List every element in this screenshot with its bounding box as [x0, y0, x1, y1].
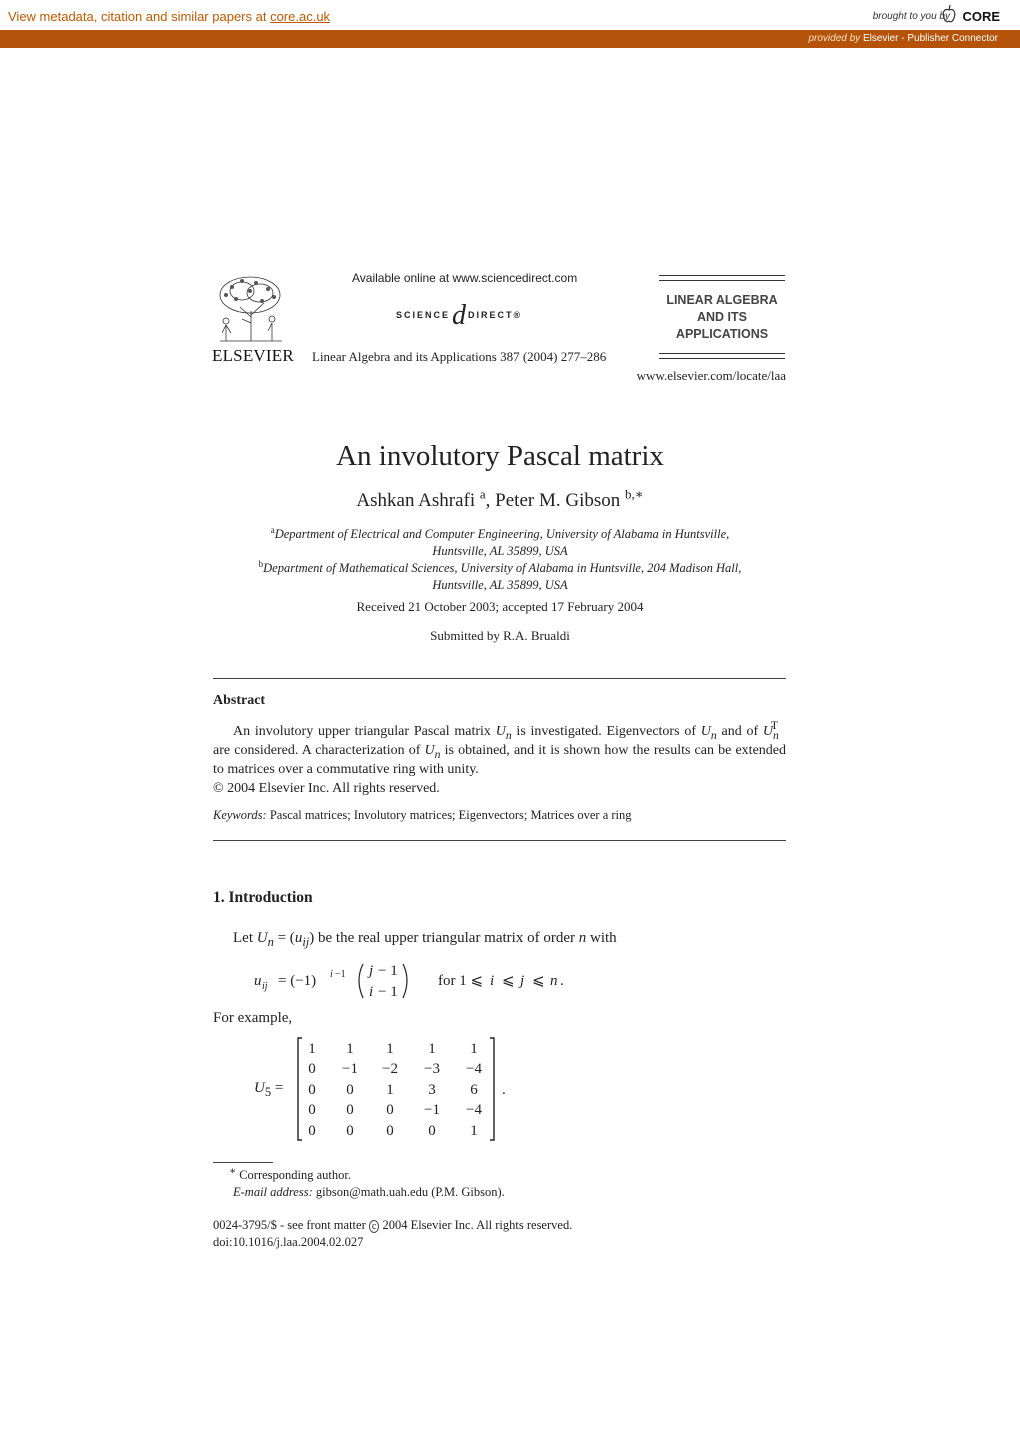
svg-text:j: j: [369, 963, 374, 979]
affil-a-mark: a: [270, 524, 275, 535]
matrix-cell: 0: [346, 1123, 354, 1139]
svg-text:− 1: − 1: [378, 984, 398, 1000]
brought-text: brought to you by: [872, 11, 950, 22]
abstract-rule-bottom: [213, 840, 786, 841]
matrix-cell: −3: [424, 1061, 440, 1077]
matrix-cell: 0: [308, 1082, 316, 1098]
svg-text:− 1: − 1: [378, 963, 398, 979]
abstract-rule-top: [213, 678, 786, 679]
received-date: Received 21 October 2003; accepted 17 February 2004: [356, 599, 644, 614]
matrix-cell: 0: [308, 1102, 316, 1118]
bottom-copyright: 2004 Elsevier Inc. All rights reserved.: [382, 1218, 573, 1232]
affiliation-a-line1: [0, 524, 1000, 542]
provided-notice: [808, 33, 998, 44]
author-1: Ashkan Ashrafi: [356, 490, 476, 511]
laa-rule-top-1: [659, 275, 785, 276]
sd-right: DIRECT®: [468, 310, 523, 320]
affil-b-mark: b: [258, 558, 264, 569]
core-banner: [0, 0, 1020, 30]
svg-text:n: n: [550, 973, 558, 989]
author-2-mark: b,∗: [625, 486, 644, 502]
svg-text:i: i: [369, 984, 374, 1000]
laa-rule-bottom-1: [659, 353, 785, 354]
footnote-corresponding: ∗ Corresponding author.: [229, 1165, 351, 1182]
journal-url[interactable]: www.elsevier.com/locate/laa: [636, 368, 786, 383]
matrix-u5: [296, 1036, 516, 1144]
matrix-label: $U_5$ =: [254, 1080, 284, 1099]
matrix-cell: 1: [470, 1041, 478, 1057]
matrix-cell: 0: [386, 1102, 394, 1118]
journal-name-line2: AND ITS: [697, 310, 747, 324]
matrix-cell: −4: [466, 1061, 482, 1077]
elsevier-tree-logo: [212, 273, 290, 343]
sd-left: SCIENCE: [396, 310, 451, 320]
matrix-cell: 0: [346, 1082, 354, 1098]
affiliation-b-line2: Huntsville, AL 35899, USA: [432, 578, 568, 592]
matrix-cell: −4: [466, 1102, 482, 1118]
footnote-email: [233, 1185, 505, 1200]
affiliation-a-line2: Huntsville, AL 35899, USA: [432, 544, 568, 558]
svg-text:for 1 ⩽: for 1 ⩽: [438, 973, 484, 989]
doi-line[interactable]: doi:10.1016/j.laa.2004.02.027: [213, 1235, 364, 1249]
matrix-cell: 0: [386, 1123, 394, 1139]
abstract-heading: Abstract: [213, 693, 266, 708]
svg-text:⩽: ⩽: [502, 973, 515, 989]
affil-b-text: Department of Mathematical Sciences, University of Alabama in Huntsville, 204 Madison Hall,: [263, 561, 742, 575]
matrix-cell: 0: [428, 1123, 436, 1139]
svg-text:= (−1): = (−1): [278, 973, 317, 989]
matrix-cell: 6: [470, 1082, 478, 1098]
core-link[interactable]: core.ac.uk: [270, 9, 331, 24]
svg-text:−1: −1: [335, 969, 346, 980]
journal-name-line3: APPLICATIONS: [675, 327, 769, 341]
affiliation-b-line1: [0, 558, 1000, 576]
matrix-cell: 1: [308, 1041, 316, 1057]
section-heading: 1. Introduction: [213, 889, 313, 906]
svg-text:i: i: [490, 973, 495, 989]
abstract-text: An involutory upper triangular Pascal matrix $U_n$ is investigated. Eigenvectors of $U_n$ and of $U_n^T$ are considered. A characterization of $U_n$ is obtained, and it is shown how the results can be extended to matrices over a commutative ring with unity. © 2004 Elsevier Inc. All rights reserved.: [213, 719, 787, 796]
svg-text:j: j: [520, 973, 525, 989]
journal-name-line1: LINEAR ALGEBRA: [666, 293, 778, 307]
svg-text:u: u: [254, 973, 262, 989]
matrix-cell: 0: [308, 1061, 316, 1077]
matrix-cell: −1: [342, 1061, 358, 1077]
matrix-cell: 0: [308, 1123, 316, 1139]
matrix-cell: −2: [382, 1061, 398, 1077]
svg-text:.: .: [502, 1082, 506, 1098]
submitted-by: Submitted by R.A. Brualdi: [430, 628, 570, 643]
abstract-copyright: © 2004 Elsevier Inc. All rights reserved.: [213, 781, 440, 796]
author-1-mark: a: [479, 486, 486, 502]
svg-text:⩽: ⩽: [532, 973, 545, 989]
provided-text[interactable]: Elsevier - Publisher Connector: [862, 33, 998, 44]
definition-equation: [250, 958, 590, 1002]
metadata-text: View metadata, citation and similar papers at: [8, 9, 267, 24]
issn-line: 0024-3795/$ - see front matter c 2004 Elsevier Inc. All rights reserved.: [213, 1218, 573, 1232]
laa-rule-top-2: [659, 280, 785, 281]
matrix-cell: 1: [470, 1123, 478, 1139]
svg-text:.: .: [560, 973, 564, 989]
footnote-rule: [213, 1162, 273, 1163]
matrix-cell: 3: [428, 1082, 436, 1098]
laa-rule-bottom-2: [659, 358, 785, 359]
keywords-label: Keywords:: [213, 808, 267, 822]
matrix-bracket-right: [490, 1038, 494, 1140]
corresponding-text: Corresponding author.: [239, 1168, 351, 1182]
sciencedirect-logo: [396, 294, 523, 331]
core-apple-icon: [942, 4, 956, 24]
authors: Ashkan Ashrafi $^a$, Peter M. Gibson $^{b,∗}$: [356, 486, 644, 511]
author-2: Peter M. Gibson: [495, 490, 621, 511]
intro-sentence: Let $U_n = (u_{ij})$ be the real upper triangular matrix of order n with: [233, 930, 617, 949]
core-logo[interactable]: CORE: [962, 9, 1000, 24]
matrix-cell: 0: [346, 1102, 354, 1118]
metadata-notice: [8, 9, 330, 24]
email-address[interactable]: gibson@math.uah.edu (P.M. Gibson).: [315, 1185, 505, 1199]
matrix-cell: −1: [424, 1102, 440, 1118]
matrix-cell: 1: [386, 1041, 394, 1057]
keywords-text: Pascal matrices; Involutory matrices; Eigenvectors; Matrices over a ring: [269, 808, 632, 822]
provided-prefix: provided by: [808, 33, 861, 44]
keywords: [213, 808, 632, 823]
available-online[interactable]: Available online at www.sciencedirect.com: [352, 271, 578, 285]
matrix-cell: 1: [346, 1041, 354, 1057]
paper-title: An involutory Pascal matrix: [336, 440, 664, 472]
core-provided-bar: [0, 30, 1020, 48]
svg-text:i: i: [330, 969, 333, 980]
email-label: E-mail address:: [233, 1185, 313, 1199]
affil-a-text: Department of Electrical and Computer Engineering, University of Alabama in Huntsville,: [274, 527, 730, 541]
matrix-cell: 1: [428, 1041, 436, 1057]
issn-text: 0024-3795/$ - see front matter: [213, 1218, 366, 1232]
journal-citation: Linear Algebra and its Applications 387 (2004) 277–286: [312, 349, 607, 364]
matrix-bracket-left: [298, 1038, 302, 1140]
for-example: For example,: [213, 1010, 293, 1026]
sd-at: d: [452, 300, 467, 331]
elsevier-wordmark: ELSEVIER: [212, 346, 294, 365]
matrix-cell: 1: [386, 1082, 394, 1098]
journal-name: [657, 292, 787, 343]
svg-text:ij: ij: [262, 981, 268, 992]
